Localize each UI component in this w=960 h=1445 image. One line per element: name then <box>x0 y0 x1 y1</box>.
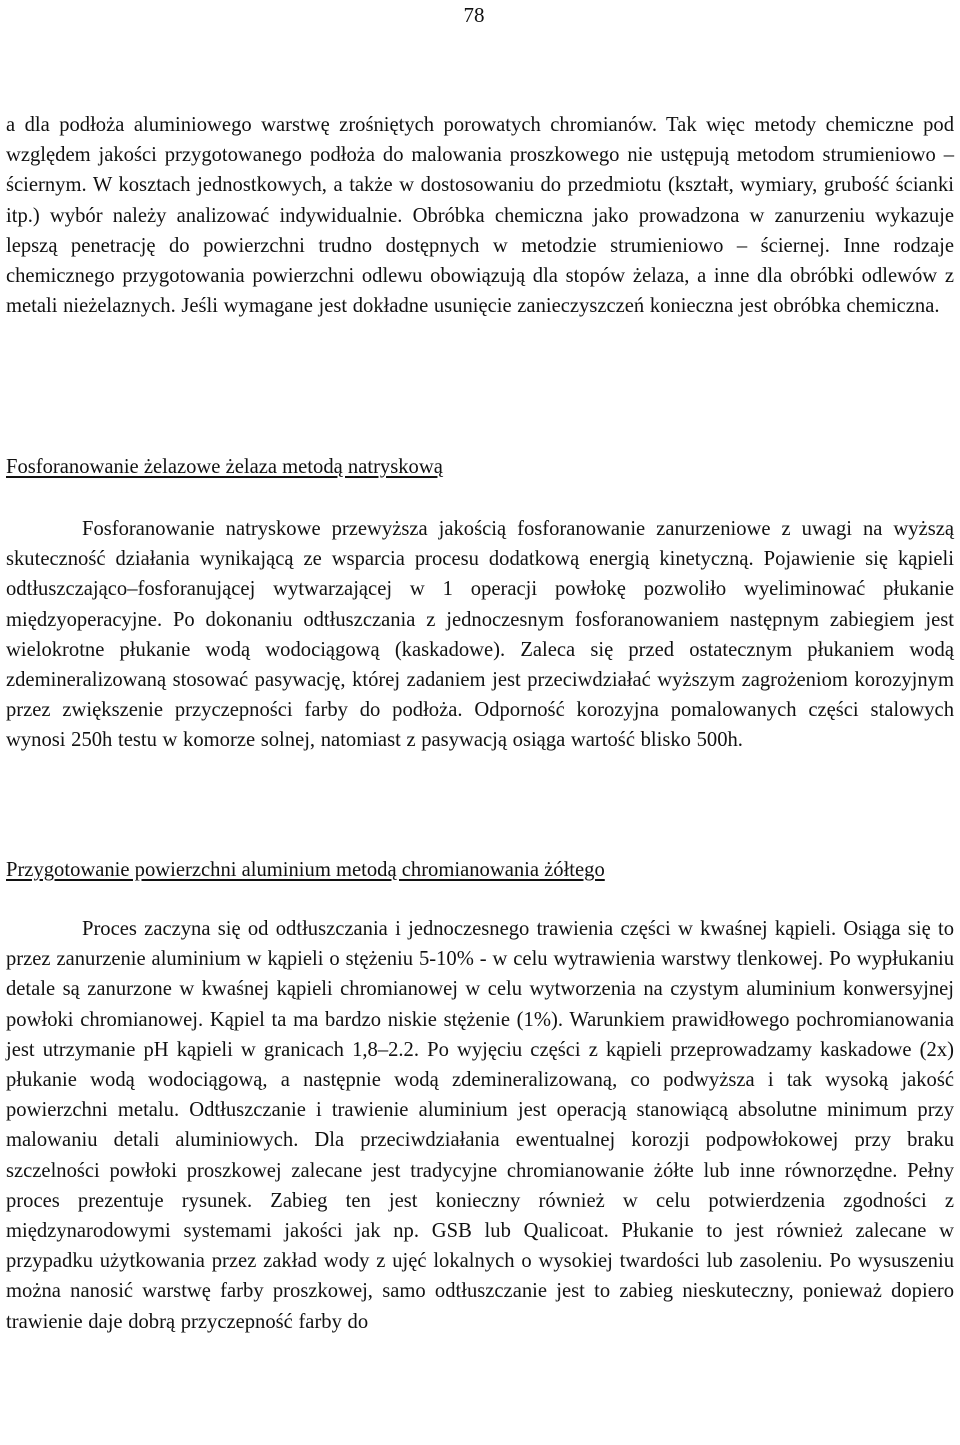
section-heading-chromating: Przygotowanie powierzchni aluminium metodą chromianowania żółtego <box>6 859 605 881</box>
section-heading-phosphating: Fosforanowanie żelazowe żelaza metodą natryskową <box>6 456 443 478</box>
intro-paragraph: a dla podłoża aluminiowego warstwę zrośniętych porowatych chromianów. Tak więc metody chemiczne pod względem jakości przygotowanego podłoża do malowania proszkowego nie ustępują metodom strumieniowo – ściernym. W kosztach jednostkowych, a także w dostosowaniu do przedmiotu (kształt, wymiary, grubość ścianki itp.) wybór należy analizować indywidualnie. Obróbka chemiczna jako prowadzona w zanurzeniu wykazuje lepszą penetrację do powierzchni trudno dostępnych w metodzie strumieniowo – ściernej. Inne rodzaje chemicznego przygotowania powierzchni odlewu obowiązują dla stopów żelaza, a inne dla obróbki odlewów z metali nieżelaznych. Jeśli wymagane jest dokładne usunięcie zanieczyszczeń konieczna jest obróbka chemiczna. <box>6 114 954 318</box>
section-paragraph-chromating: Proces zaczyna się od odtłuszczania i jednoczesnego trawienia części w kwaśnej kąpieli. Osiąga się to przez zanurzenie aluminium w kąpieli o stężeniu 5-10% - w celu wytrawienia warstwy tlenkowej. Po wypłukaniu detale są zanurzone w kwaśnej kąpieli chromianowej w celu wytworzenia na czystym aluminium konwersyjnej powłoki chromianowej. Kąpiel ta ma bardzo niskie stężenie (1%). Warunkiem prawidłowego pochromianowania jest utrzymanie pH kąpieli w granicach 1,8–2.2. Po wyjęciu części z kąpieli przeprowadzamy kaskadowe (2x) płukanie wodą wodociągową, a następnie wodą zdemineralizowaną, co podwyższa i tak wysoką jakość powierzchni metalu. Odtłuszczanie i trawienie aluminium jest operacją stanowiącą absolutne minimum przy malowaniu detali aluminiowych. Dla przeciwdziałania ewentualnej korozji podpowłokowej przy braku szczelności powłoki proszkowej zalecane jest tradycyjne chromianowanie żółte lub inne równorzędne. Pełny proces prezentuje rysunek. Zabieg ten jest konieczny również w celu potwierdzenia zgodności z międzynarodowymi systemami jakości jak np. GSB lub Qualicoat. Płukanie to jest również zalecane w przypadku użytkowania przez zakład wody z ujęć lokalnych o wysokiej twardości lub zasoleniu. Po wysuszeniu można nanosić warstwę farby proszkowej, samo odtłuszczanie jest to zabieg nieskuteczny, ponieważ dopiero trawienie daje dobrą przyczepność farby do <box>6 918 954 1333</box>
page-number: 78 <box>463 3 485 27</box>
section-paragraph-phosphating: Fosforanowanie natryskowe przewyższa jakością fosforanowanie zanurzeniowe z uwagi na wyższą skuteczność działania wynikającą ze wsparcia procesu dodatkową energią kinetyczną. Pojawienie się kąpieli odtłuszczająco–fosforanującej wytwarzającej w 1 operacji powłokę pozwoliło wyeliminować płukanie międzyoperacyjne. Po dokonaniu odtłuszczania z jednoczesnym fosforanowaniem następnym zabiegiem jest wielokrotne płukanie wodą wodociągową (kaskadowe). Zaleca się przed ostatecznym płukaniem wodą zdemineralizowaną stosować pasywację, której zadaniem jest przeciwdziałać wyższym zagrożeniom korozyjnym przez zwiększenie przyczepności farby do podłoża. Odporność korozyjna pomalowanych części stalowych wynosi 250h testu w komorze solnej, natomiast z pasywacją osiąga wartość blisko 500h. <box>6 518 954 752</box>
